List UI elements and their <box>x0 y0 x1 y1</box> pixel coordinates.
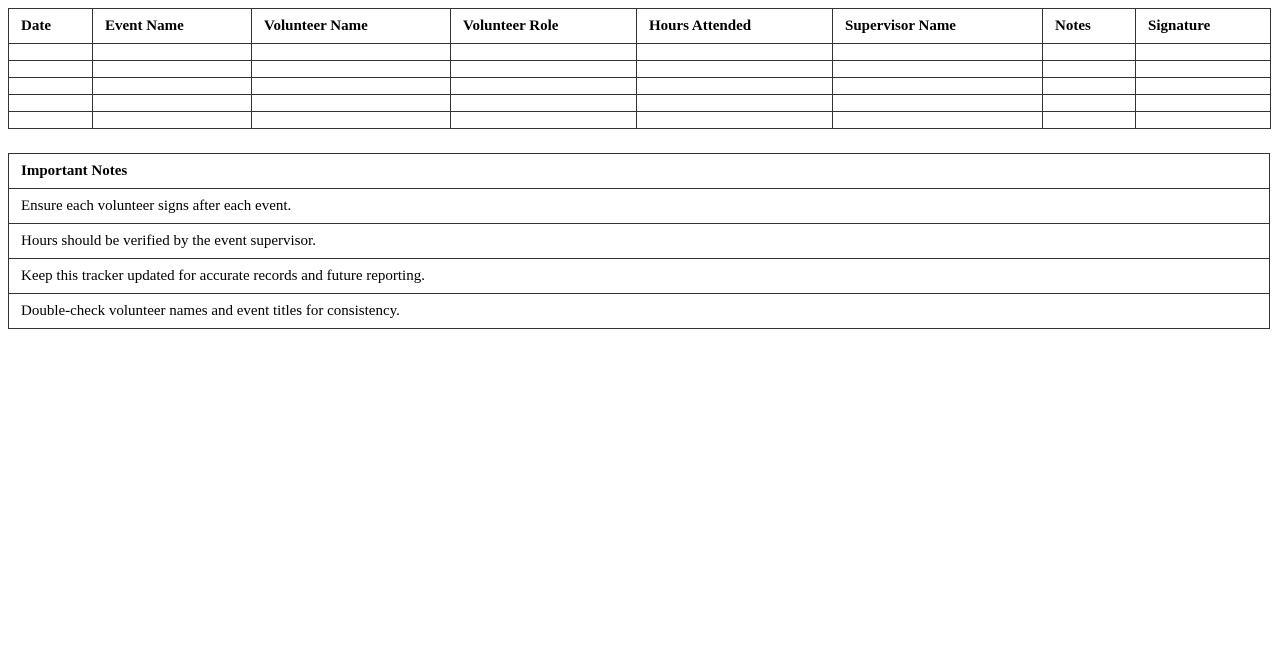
note-text: Hours should be verified by the event supervisor. <box>9 224 1270 259</box>
cell-date[interactable] <box>9 112 93 129</box>
cell-notes[interactable] <box>1043 61 1136 78</box>
cell-volunteer-name[interactable] <box>252 61 451 78</box>
cell-volunteer-role[interactable] <box>451 61 637 78</box>
table-row <box>9 44 1271 61</box>
notes-header-row <box>9 154 1270 189</box>
column-header-signature: Signature <box>1136 9 1271 44</box>
notes-title: Important Notes <box>9 154 1270 189</box>
cell-signature[interactable] <box>1136 61 1271 78</box>
cell-supervisor-name[interactable] <box>833 61 1043 78</box>
cell-volunteer-name[interactable] <box>252 44 451 61</box>
cell-supervisor-name[interactable] <box>833 78 1043 95</box>
cell-event-name[interactable] <box>93 61 252 78</box>
cell-volunteer-name[interactable] <box>252 112 451 129</box>
cell-event-name[interactable] <box>93 95 252 112</box>
cell-hours-attended[interactable] <box>637 44 833 61</box>
list-item <box>9 259 1270 294</box>
table-row <box>9 95 1271 112</box>
table-row <box>9 78 1271 95</box>
column-header-supervisor-name: Supervisor Name <box>833 9 1043 44</box>
cell-volunteer-role[interactable] <box>451 95 637 112</box>
cell-hours-attended[interactable] <box>637 78 833 95</box>
column-header-notes: Notes <box>1043 9 1136 44</box>
column-header-event-name: Event Name <box>93 9 252 44</box>
table-row <box>9 61 1271 78</box>
tracker-header-row <box>9 9 1271 44</box>
cell-hours-attended[interactable] <box>637 112 833 129</box>
cell-supervisor-name[interactable] <box>833 112 1043 129</box>
cell-notes[interactable] <box>1043 112 1136 129</box>
important-notes-table <box>8 153 1270 329</box>
list-item <box>9 189 1270 224</box>
list-item <box>9 294 1270 329</box>
cell-event-name[interactable] <box>93 44 252 61</box>
cell-volunteer-role[interactable] <box>451 44 637 61</box>
cell-event-name[interactable] <box>93 78 252 95</box>
table-row <box>9 112 1271 129</box>
cell-volunteer-role[interactable] <box>451 112 637 129</box>
cell-signature[interactable] <box>1136 78 1271 95</box>
column-header-hours-attended: Hours Attended <box>637 9 833 44</box>
column-header-volunteer-name: Volunteer Name <box>252 9 451 44</box>
cell-supervisor-name[interactable] <box>833 44 1043 61</box>
list-item <box>9 224 1270 259</box>
note-text: Ensure each volunteer signs after each event. <box>9 189 1270 224</box>
cell-hours-attended[interactable] <box>637 95 833 112</box>
cell-signature[interactable] <box>1136 44 1271 61</box>
cell-signature[interactable] <box>1136 95 1271 112</box>
note-text: Keep this tracker updated for accurate records and future reporting. <box>9 259 1270 294</box>
cell-signature[interactable] <box>1136 112 1271 129</box>
cell-notes[interactable] <box>1043 95 1136 112</box>
cell-volunteer-name[interactable] <box>252 78 451 95</box>
cell-date[interactable] <box>9 95 93 112</box>
column-header-date: Date <box>9 9 93 44</box>
cell-notes[interactable] <box>1043 44 1136 61</box>
note-text: Double-check volunteer names and event titles for consistency. <box>9 294 1270 329</box>
cell-volunteer-name[interactable] <box>252 95 451 112</box>
cell-date[interactable] <box>9 78 93 95</box>
cell-event-name[interactable] <box>93 112 252 129</box>
volunteer-tracker-table <box>8 8 1271 129</box>
cell-volunteer-role[interactable] <box>451 78 637 95</box>
cell-date[interactable] <box>9 61 93 78</box>
cell-hours-attended[interactable] <box>637 61 833 78</box>
cell-date[interactable] <box>9 44 93 61</box>
column-header-volunteer-role: Volunteer Role <box>451 9 637 44</box>
cell-notes[interactable] <box>1043 78 1136 95</box>
cell-supervisor-name[interactable] <box>833 95 1043 112</box>
